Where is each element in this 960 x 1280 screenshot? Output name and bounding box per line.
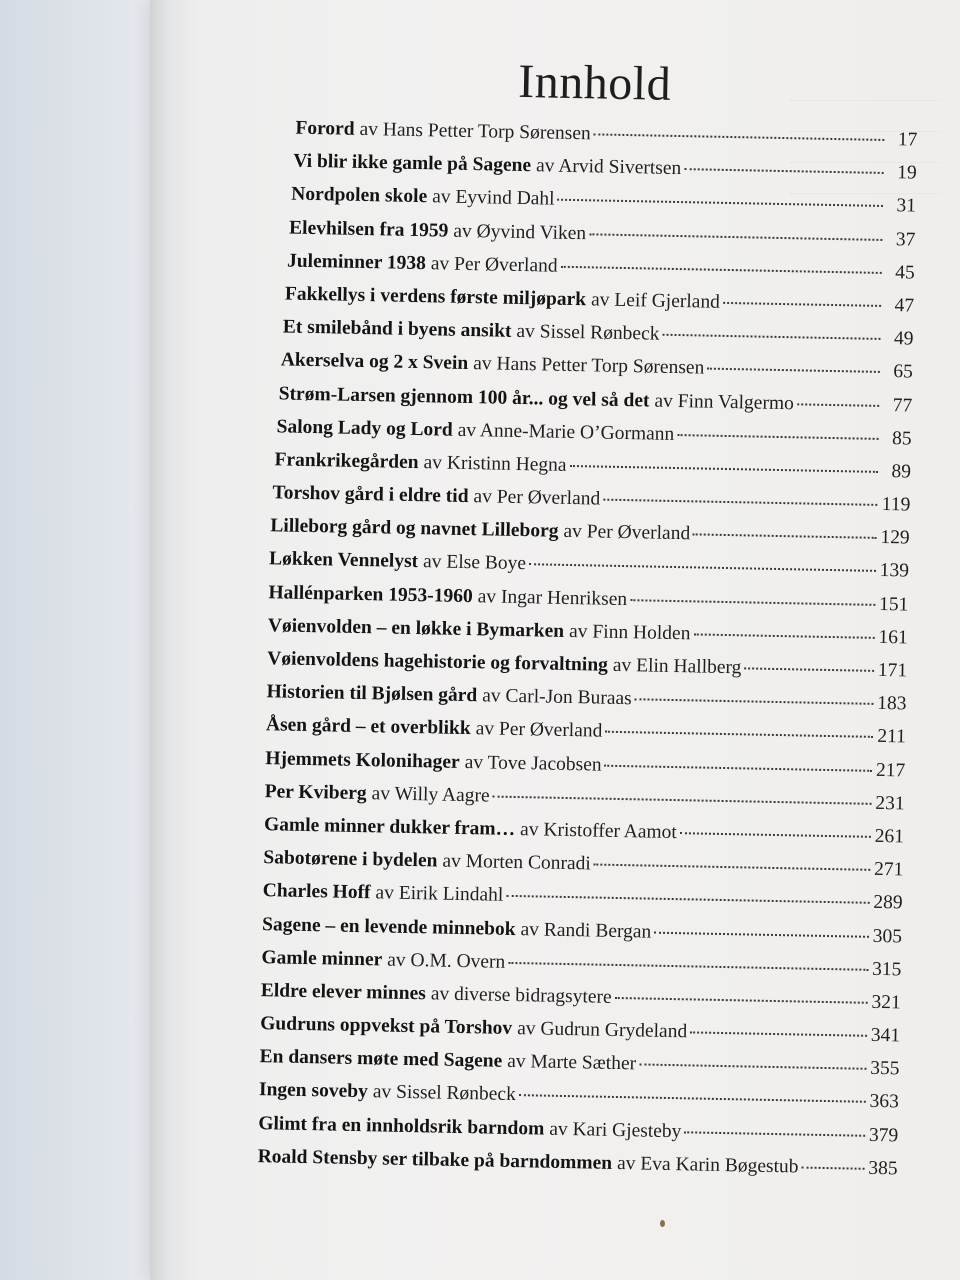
entry-page-number: 171 xyxy=(877,659,908,682)
entry-page-number: 49 xyxy=(893,328,914,350)
entry-page-number: 119 xyxy=(881,494,911,516)
entry-title: Frankrikegården xyxy=(274,449,419,473)
entry-page-number: 77 xyxy=(892,394,913,417)
entry-title: Roald Stensby ser tilbake på barndommen xyxy=(257,1145,613,1174)
entry-title: Et smilebånd i byens ansikt xyxy=(282,316,512,342)
entry-page-number: 341 xyxy=(870,1024,901,1047)
entry-page-number: 355 xyxy=(870,1058,900,1080)
entry-page-number: 31 xyxy=(896,195,917,217)
entry-title: Eldre elever minnes xyxy=(260,980,427,1005)
entry-page-number: 321 xyxy=(871,991,901,1014)
dot-leader xyxy=(797,403,879,407)
entry-title: Løkken Vennelyst xyxy=(268,548,419,573)
dot-leader xyxy=(744,667,874,671)
dot-leader xyxy=(558,199,884,207)
entry-author: av Ingar Henriksen xyxy=(477,585,628,610)
dot-leader xyxy=(662,334,880,340)
entry-title: Forord xyxy=(295,117,355,140)
entry-title: Åsen gård – et overblikk xyxy=(265,714,471,740)
dot-leader xyxy=(615,997,868,1004)
entry-title: Gudruns oppvekst på Torshov xyxy=(260,1013,513,1040)
entry-page-number: 231 xyxy=(875,792,905,815)
entry-author: av Per Øverland xyxy=(473,486,601,510)
entry-author: av Per Øverland xyxy=(430,253,558,277)
dot-leader xyxy=(589,233,882,241)
entry-page-number: 85 xyxy=(891,427,912,450)
entry-author: av Hans Petter Torp Sørensen xyxy=(472,353,705,379)
entry-author: av Marte Sæther xyxy=(507,1051,637,1075)
entry-author: av Morten Conradi xyxy=(442,850,592,875)
entry-author: av Gudrun Grydeland xyxy=(516,1018,688,1043)
entry-page-number: 151 xyxy=(878,593,909,616)
entry-title: Salong Lady og Lord xyxy=(276,416,453,441)
entry-title: Sabotørene i bydelen xyxy=(263,847,438,872)
dot-leader xyxy=(639,1064,866,1070)
entry-page-number: 89 xyxy=(891,461,912,483)
entry-author: av O.M. Overn xyxy=(387,949,506,973)
entry-title: Glimt fra en innholdsrik barndom xyxy=(258,1112,545,1140)
dot-leader xyxy=(605,731,873,738)
dot-leader xyxy=(693,534,877,540)
dot-leader xyxy=(635,698,874,705)
entry-title: Hjemmets Kolonihager xyxy=(265,747,460,773)
dot-leader xyxy=(677,434,878,440)
dot-leader xyxy=(605,764,873,771)
entry-page-number: 305 xyxy=(872,925,903,947)
dot-leader xyxy=(561,266,882,274)
entry-title: Hallénparken 1953-1960 xyxy=(268,581,473,607)
entry-author: av Per Øverland xyxy=(563,521,691,545)
dot-leader xyxy=(801,1166,864,1169)
entry-title: Vi blir ikke gamle på Sagene xyxy=(293,150,532,177)
entry-page-number: 363 xyxy=(869,1091,900,1113)
entry-page-number: 139 xyxy=(879,560,910,582)
entry-page-number: 385 xyxy=(868,1157,898,1180)
entry-author: av diverse bidragsytere xyxy=(430,983,612,1008)
entry-title: Charles Hoff xyxy=(262,880,371,904)
entry-page-number: 211 xyxy=(877,726,907,748)
entry-author: av Tove Jacobsen xyxy=(464,751,602,776)
entry-page-number: 47 xyxy=(894,295,915,317)
entry-page-number: 315 xyxy=(871,958,902,981)
dot-leader xyxy=(603,499,877,506)
entry-author: av Willy Aagre xyxy=(371,782,490,807)
entry-author: av Eva Karin Bøgestub xyxy=(616,1152,799,1178)
entry-author: av Eirik Lindahl xyxy=(375,882,504,907)
entry-page-number: 45 xyxy=(895,261,915,284)
entry-title: Fakkellys i verdens første miljøpark xyxy=(284,283,587,311)
entry-author: av Sissel Rønbeck xyxy=(516,321,660,345)
entry-author: av Elin Hallberg xyxy=(612,654,742,679)
entry-author: av Randi Bergan xyxy=(520,918,652,943)
dot-leader xyxy=(690,1031,867,1036)
dot-leader xyxy=(594,864,871,871)
entry-title: Vøienvoldens hagehistorie og forvaltning xyxy=(267,648,609,676)
entry-author: av Kristinn Hegna xyxy=(423,452,567,476)
dot-leader xyxy=(506,895,869,904)
table-of-contents xyxy=(257,117,917,1191)
entry-title: Akerselva og 2 x Svein xyxy=(280,349,469,375)
entry-page-number: 17 xyxy=(897,129,918,151)
entry-title: Sagene – en levende minnebok xyxy=(261,913,516,940)
entry-title: Strøm-Larsen gjennom 100 år... og vel så det xyxy=(278,382,650,411)
entry-title: Vøienvolden – en løkke i Bymarken xyxy=(267,615,565,642)
entry-author: av Finn Valgermo xyxy=(654,390,795,414)
entry-title: Elevhilsen fra 1959 xyxy=(288,217,449,242)
entry-title: Per Kviberg xyxy=(264,780,367,804)
entry-page-number: 217 xyxy=(875,759,906,782)
entry-author: av Anne-Marie O’Gormann xyxy=(457,419,675,445)
entry-title: Ingen soveby xyxy=(258,1079,369,1103)
entry-author: av Hans Petter Torp Sørensen xyxy=(359,118,591,145)
entry-title: En dansers møte med Sagene xyxy=(259,1046,503,1073)
entry-title: Gamle minner dukker fram… xyxy=(263,814,516,840)
entry-title: Gamle minner xyxy=(261,946,383,971)
entry-author: av Sissel Rønbeck xyxy=(372,1081,516,1106)
entry-page-number: 19 xyxy=(896,162,917,184)
entry-title: Torshov gård i eldre tid xyxy=(272,482,469,508)
dot-leader xyxy=(519,1095,866,1104)
entry-page-number: 129 xyxy=(880,527,910,549)
dot-leader xyxy=(570,465,878,473)
entry-page-number: 183 xyxy=(877,693,907,715)
dot-leader xyxy=(508,962,868,971)
entry-author: av Øyvind Viken xyxy=(453,220,587,244)
entry-author: av Else Boye xyxy=(422,551,527,575)
dot-leader xyxy=(630,599,875,606)
entry-author: av Per Øverland xyxy=(475,718,603,743)
dot-leader xyxy=(493,795,872,804)
entry-page-number: 379 xyxy=(868,1124,899,1147)
entry-page-number: 261 xyxy=(874,825,905,848)
entry-author: av Carl-Jon Buraas xyxy=(482,685,632,710)
entry-author: av Kristoffer Aamot xyxy=(519,819,678,844)
paper-speck xyxy=(660,1220,665,1227)
entry-author: av Leif Gjerland xyxy=(590,289,721,313)
entry-title: Juleminner 1938 xyxy=(286,250,427,274)
dot-leader xyxy=(707,368,880,373)
dot-leader xyxy=(693,633,874,638)
entry-title: Nordpolen skole xyxy=(291,183,428,208)
entry-page-number: 271 xyxy=(873,859,904,881)
dot-leader xyxy=(654,931,869,937)
dot-leader xyxy=(684,168,883,174)
entry-author: av Finn Holden xyxy=(568,620,691,645)
entry-page-number: 289 xyxy=(873,892,903,914)
dot-leader xyxy=(684,1131,865,1136)
dot-leader xyxy=(529,564,876,573)
dot-leader xyxy=(594,133,885,141)
dot-leader xyxy=(680,832,871,838)
entry-author: av Eyvind Dahl xyxy=(431,186,555,211)
entry-title: Lilleborg gård og navnet Lilleborg xyxy=(270,515,559,543)
entry-title: Historien til Bjølsen gård xyxy=(266,681,478,707)
entry-author: av Arvid Sivertsen xyxy=(535,155,682,180)
entry-author: av Kari Gjesteby xyxy=(549,1118,682,1142)
page-title: Innhold xyxy=(517,54,672,111)
dot-leader xyxy=(723,302,881,307)
entry-page-number: 161 xyxy=(878,626,908,649)
entry-page-number: 37 xyxy=(895,228,916,251)
entry-page-number: 65 xyxy=(893,361,914,383)
